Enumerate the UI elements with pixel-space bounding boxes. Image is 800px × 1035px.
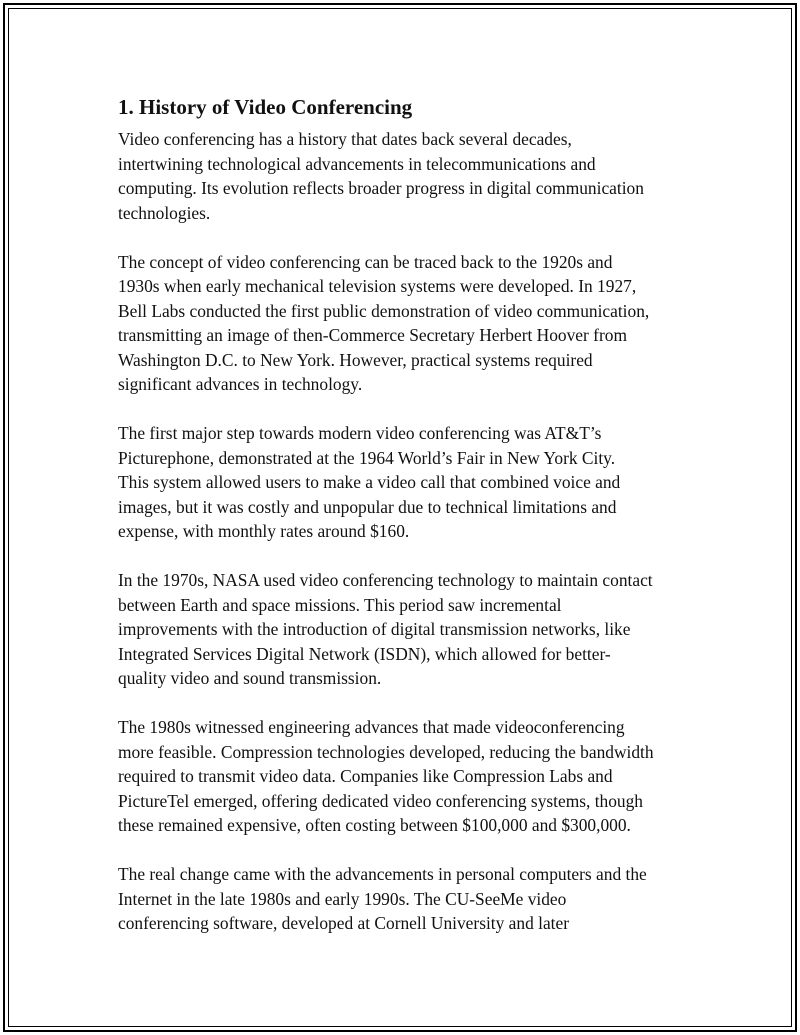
text-line: Washington D.C. to New York. However, practical systems required [118,349,593,370]
text-line: computing. Its evolution reflects broader progress in digital communication [118,178,644,198]
section-heading: 1. History of Video Conferencing [118,95,413,119]
text-line: significant advances in technology. [118,374,363,394]
text-line: This system allowed users to make a video call that combined voice and [118,472,621,492]
paragraph-1 [118,127,698,225]
text-line: Bell Labs conducted the first public demonstration of video communication, [118,300,650,321]
text-line: images, but it was costly and unpopular due to technical limitations and [118,496,617,517]
text-line: In the 1970s, NASA used video conferencing technology to maintain contact [118,570,653,590]
text-line: quality video and sound transmission. [118,668,382,688]
document-body [118,93,698,960]
text-line: The concept of video conferencing can be traced back to the 1920s and [118,251,613,272]
text-line: between Earth and space missions. This period saw incremental [118,594,562,615]
text-line: Integrated Services Digital Network (ISDN), which allowed for better- [118,643,611,664]
text-line: The real change came with the advancements in personal computers and the [118,864,647,884]
text-line: PictureTel emerged, offering dedicated video conferencing systems, though [118,790,644,811]
text-line: 1930s when early mechanical television systems were developed. In 1927, [118,276,637,296]
paragraph-2 [118,250,698,397]
text-line: technologies. [118,202,211,223]
text-line: Video conferencing has a history that dates back several decades, [118,129,572,149]
text-line: The first major step towards modern video conferencing was AT&T’s [118,423,602,443]
text-line: Internet in the late 1980s and early 1990s. The CU-SeeMe video [118,888,567,909]
paragraph-5 [118,715,698,838]
text-line: intertwining technological advancements in telecommunications and [118,153,596,174]
text-line: The 1980s witnessed engineering advances that made videoconferencing [118,717,625,737]
text-line: improvements with the introduction of digital transmission networks, like [118,619,631,639]
text-line: expense, with monthly rates around $160. [118,521,410,541]
text-line: more feasible. Compression technologies developed, reducing the bandwidth [118,741,654,762]
paragraph-6 [118,862,698,936]
text-line: conferencing software, developed at Cornell University and later [118,913,570,933]
paragraph-3 [118,421,698,544]
text-line: these remained expensive, often costing between $100,000 and $300,000. [118,815,631,835]
text-line: required to transmit video data. Companies like Compression Labs and [118,766,613,786]
paragraph-4 [118,568,698,691]
text-line: Picturephone, demonstrated at the 1964 World’s Fair in New York City. [118,447,616,468]
text-line: transmitting an image of then-Commerce Secretary Herbert Hoover from [118,325,627,345]
